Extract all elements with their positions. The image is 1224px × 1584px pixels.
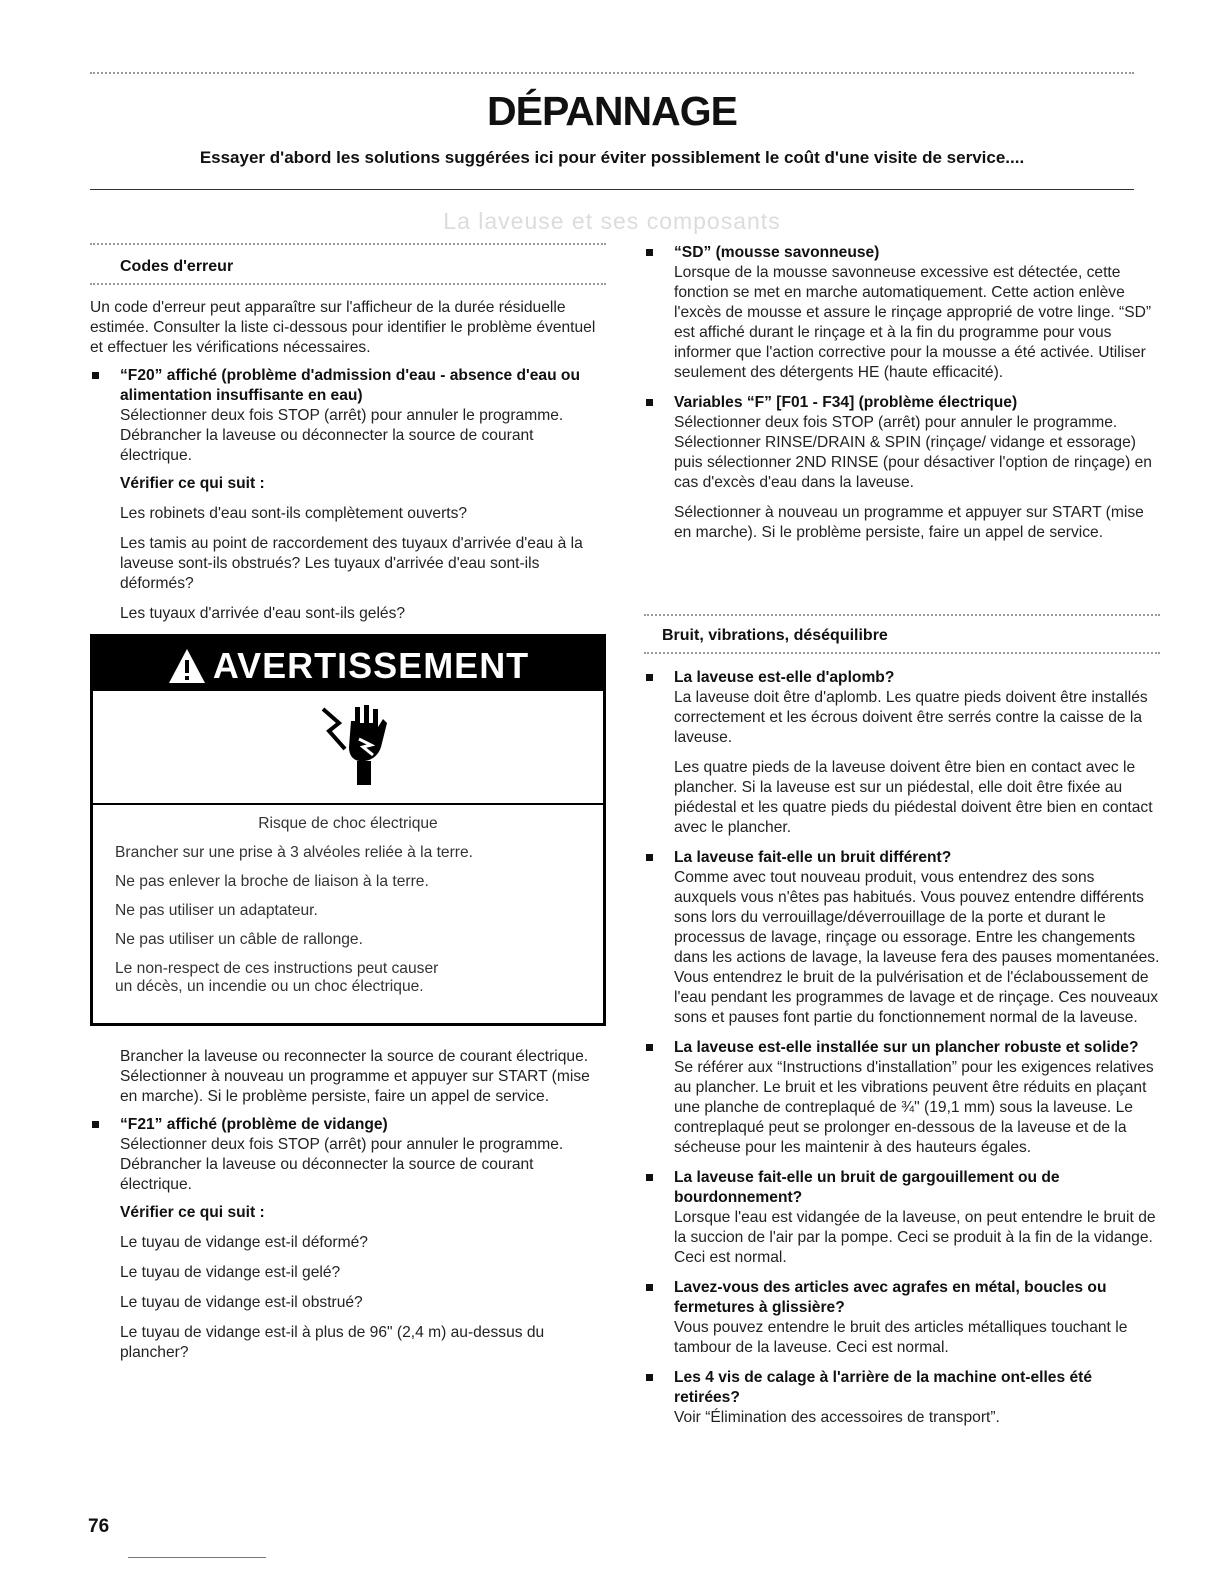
f21-check: Le tuyau de vidange est-il à plus de 96" (2,4 m) au-dessus du plancher? (120, 1324, 545, 1361)
warning-box (90, 634, 606, 1026)
f20-verify: Vérifier ce qui suit : (120, 475, 265, 492)
f21-check: Le tuyau de vidange est-il gelé? (120, 1264, 341, 1281)
f20-title: “F20” affiché (problème d'admission d'eau - absence d'eau ou alimentation insuffisante en eau) (120, 367, 580, 404)
noise-item (644, 1368, 1160, 1428)
warning-consequence (115, 960, 581, 996)
noise-item-title: La laveuse est-elle d'aplomb? (674, 669, 895, 686)
warning-line: Ne pas utiliser un adaptateur. (115, 902, 318, 919)
warning-line: Brancher sur une prise à 3 alvéoles reliée à la terre. (115, 844, 473, 861)
noise-item-body-2: Les quatre pieds de la laveuse doivent être bien en contact avec le plancher. Si la laveuse est sur un piédestal, elle doit être fixée au piédestal et les quatre pieds du piédestal doivent être bien en contact avec le plancher. (674, 759, 1153, 836)
warning-title: AVERTISSEMENT (212, 645, 530, 686)
noise-item (644, 848, 1160, 1028)
noise-item (644, 668, 1160, 838)
sd-body: Lorsque de la mousse savonneuse excessive est détectée, cette fonction se met en marche automatiquement. Cette action enlève l'excès de mousse et assure le rinçage approprié de votre linge. “SD” est affiché durant le rinçage et à la fin du programme pour vous informer que l'action corrective pour la mousse a été activée. Utiliser seulement des détergents HE (haute efficacité). (674, 264, 1152, 381)
sd-item (644, 243, 1160, 383)
noise-heading-rule-bottom (644, 652, 1160, 654)
f20-check: Les tamis au point de raccordement des tuyaux d'arrivée d'eau à la laveuse sont-ils obstrués? Les tuyaux d'arrivée d'eau sont-ils déformés? (120, 535, 583, 592)
left-column-bottom (90, 1047, 606, 1373)
noise-item-body: Voir “Élimination des accessoires de transport”. (674, 1409, 1000, 1426)
f20-body: Sélectionner deux fois STOP (arrêt) pour annuler le programme. Débrancher la laveuse ou déconnecter la source de courant électrique. (120, 407, 564, 464)
variables-item (644, 393, 1160, 543)
left-column-top (90, 298, 606, 634)
bullet-icon (92, 372, 99, 379)
warning-consequence-2: un décès, un incendie ou un choc électrique. (115, 978, 424, 995)
bullet-icon (646, 1374, 653, 1381)
header-rule (90, 189, 1134, 190)
noise-item-body: Lorsque l'eau est vidangée de la laveuse, on peut entendre le bruit de la succion de l'air par la pompe. Ceci se produit à la fin de la vidange. Ceci est normal. (674, 1209, 1156, 1266)
right-column-bottom (644, 668, 1160, 1436)
warning-risk: Risque de choc électrique (258, 815, 438, 832)
f21-check: Le tuyau de vidange est-il obstrué? (120, 1294, 363, 1311)
noise-item-body: La laveuse doit être d'aplomb. Les quatre pieds doivent être installés correctement et les écrous doivent être serrés contre la caisse de la laveuse. (674, 689, 1148, 746)
bullet-icon (646, 1284, 653, 1291)
bullet-icon (646, 399, 653, 406)
f20-check: Les tuyaux d'arrivée d'eau sont-ils gelés? (120, 605, 406, 622)
sd-title: “SD” (mousse savonneuse) (674, 244, 880, 261)
noise-item-title: Lavez-vous des articles avec agrafes en métal, boucles ou fermetures à glissière? (674, 1279, 1107, 1316)
noise-item-title: La laveuse fait-elle un bruit différent? (674, 849, 952, 866)
f20-item (90, 366, 606, 624)
bullet-icon (646, 249, 653, 256)
noise-heading: Bruit, vibrations, déséquilibre (662, 627, 888, 644)
right-column-top (644, 243, 1160, 551)
bullet-icon (92, 1121, 99, 1128)
electrical-shock-hazard-icon (315, 701, 395, 791)
bullet-icon (646, 1174, 653, 1181)
footer-line (128, 1557, 266, 1558)
warning-header (93, 637, 603, 691)
noise-item-body: Comme avec tout nouveau produit, vous entendrez des sons auxquels vous n'êtes pas habitués. Vous pouvez entendre différents sons lors du verrouillage/déverrouillage de la porte et durant le processus de lavage, rinçage ou essorage. Entre les changements dans les actions de lavage, la laveuse fera des pauses momentanées. Vous entendrez le bruit de la pulvérisation et de l'éclaboussement de l'eau pendant les programmes de lavage et de rinçage. Ces nouveaux sons et pauses font partie du fonctionnement normal de la laveuse. (674, 869, 1160, 1026)
error-heading-rule-top (90, 243, 606, 245)
warning-line: Ne pas enlever la broche de liaison à la terre. (115, 873, 429, 890)
noise-item-body: Se référer aux “Instructions d'installation” pour les exigences relatives au plancher. Le bruit et les vibrations peuvent être réduits en plaçant une planche de contreplaqué de ¾" (19,1 mm) sous la laveuse. Le contreplaqué peut se prolonger en-dessous de la laveuse et de la sécheuse pour les maintenir à des hauteurs égales. (674, 1059, 1154, 1156)
bullet-icon (646, 1044, 653, 1051)
f21-body: Sélectionner deux fois STOP (arrêt) pour annuler le programme. Débrancher la laveuse ou déconnecter la source de courant électrique. (120, 1136, 564, 1193)
error-intro: Un code d'erreur peut apparaître sur l'afficheur de la durée résiduelle estimée. Consulter la liste ci-dessous pour identifier le problème éventuel et effectuer les vérifications nécessaires. (90, 299, 596, 356)
variables-body-2: Sélectionner à nouveau un programme et appuyer sur START (mise en marche). Si le problème persiste, faire un appel de service. (674, 504, 1144, 541)
f20-check: Les robinets d'eau sont-ils complètement ouverts? (120, 505, 468, 522)
after-warning-text: Brancher la laveuse ou reconnecter la source de courant électrique. Sélectionner à nouveau un programme et appuyer sur START (mise en marche). Si le problème persiste, faire un appel de service. (120, 1048, 590, 1105)
warning-text (93, 805, 603, 996)
f21-check: Le tuyau de vidange est-il déformé? (120, 1234, 368, 1251)
noise-item-title: La laveuse est-elle installée sur un plancher robuste et solide? (674, 1039, 1139, 1056)
error-codes-heading: Codes d'erreur (120, 258, 234, 275)
noise-heading-rule-top (644, 614, 1160, 616)
noise-item-title: Les 4 vis de calage à l'arrière de la machine ont-elles été retirées? (674, 1369, 1093, 1406)
noise-item (644, 1168, 1160, 1268)
bullet-icon (646, 854, 653, 861)
page-title: DÉPANNAGE (487, 88, 737, 134)
section-title: La laveuse et ses composants (443, 208, 781, 234)
noise-item-body: Vous pouvez entendre le bruit des articles métalliques touchant le tambour de la laveuse. Ceci est normal. (674, 1319, 1128, 1356)
page-subtitle: Essayer d'abord les solutions suggérées ici pour éviter possiblement le coût d'une visite de service.... (199, 148, 1025, 167)
warning-icon-area (93, 691, 603, 805)
f21-title: “F21” affiché (problème de vidange) (120, 1116, 388, 1133)
bullet-icon (646, 674, 653, 681)
noise-item-title: La laveuse fait-elle un bruit de gargouillement ou de bourdonnement? (674, 1169, 1060, 1206)
f21-verify: Vérifier ce qui suit : (120, 1204, 265, 1221)
error-heading-rule-bottom (90, 283, 606, 285)
variables-title: Variables “F” [F01 - F34] (problème électrique) (674, 394, 1018, 411)
page-number: 76 (88, 1516, 110, 1537)
f21-item (90, 1115, 606, 1363)
noise-item (644, 1278, 1160, 1358)
warning-line: Ne pas utiliser un câble de rallonge. (115, 931, 363, 948)
warning-consequence-1: Le non-respect de ces instructions peut causer (115, 960, 439, 977)
variables-body: Sélectionner deux fois STOP (arrêt) pour annuler le programme. Sélectionner RINSE/DRAIN & SPIN (rinçage/ vidange et essorage) puis sélectionner 2ND RINSE (pour désactiver l'option de rinçage) en cas d'excès d'eau dans la laveuse. (674, 414, 1152, 491)
noise-item (644, 1038, 1160, 1158)
warning-triangle-icon (167, 646, 207, 686)
top-dotted-rule (90, 72, 1134, 74)
